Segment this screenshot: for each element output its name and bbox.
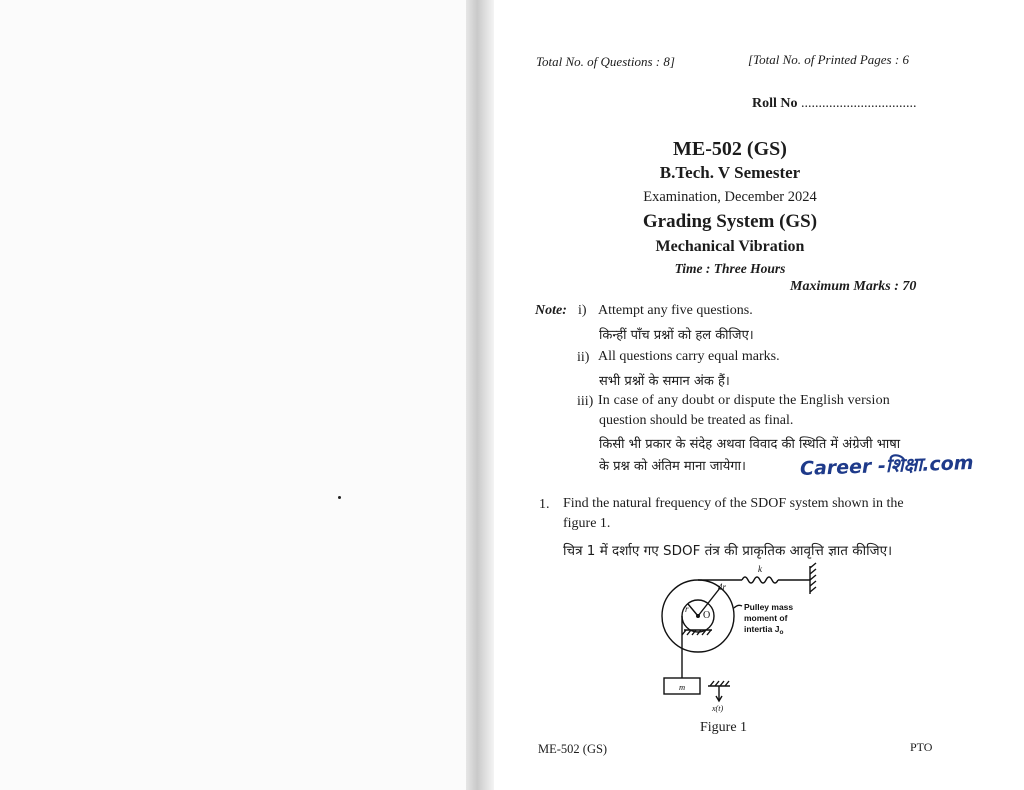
grading-system: Grading System (GS) xyxy=(642,211,818,232)
question-text: figure 1. xyxy=(563,516,611,531)
note-item-hindi: किन्हीं पाँच प्रश्नों को हल कीजिए। xyxy=(599,328,754,343)
question-number: 1. xyxy=(539,497,550,512)
paper-code: ME-502 (GS) xyxy=(673,138,787,160)
roll-dots: ................................. xyxy=(801,96,917,111)
inner-radius-line xyxy=(688,604,698,616)
spring xyxy=(742,577,778,583)
examination: Examination, December 2024 xyxy=(643,189,817,205)
label-pointer xyxy=(734,605,742,608)
roll-number xyxy=(752,96,917,112)
footer-code: ME-502 (GS) xyxy=(538,742,608,756)
pulley-label-line3: intertia $J_o$ xyxy=(744,624,784,636)
subject-title: Mechanical Vibration xyxy=(655,238,805,255)
pulley-label-line1: Pulley mass xyxy=(744,602,794,612)
question-text: Find the natural frequency of the SDOF system shown in the xyxy=(563,496,904,511)
pulley-center-dot xyxy=(696,614,700,618)
note-item-english: All questions carry equal marks. xyxy=(598,349,780,364)
outer-radius-label: 4r xyxy=(718,582,727,592)
mass-label: m xyxy=(679,682,686,692)
figure-caption: Figure 1 xyxy=(700,720,748,735)
figure-1-diagram xyxy=(640,560,840,720)
spring-label: k xyxy=(758,564,762,574)
note-label: Note: xyxy=(535,303,567,318)
note-item-number: i) xyxy=(578,303,587,318)
total-questions: Total No. of Questions : 8] xyxy=(536,54,675,69)
note-item-english: question should be treated as final. xyxy=(599,413,794,428)
total-printed-pages: [Total No. of Printed Pages : 6 xyxy=(748,52,909,67)
note-item-number: ii) xyxy=(577,350,590,365)
maximum-marks: Maximum Marks : 70 xyxy=(790,279,917,294)
roll-label: Roll No xyxy=(752,96,798,111)
note-item-english: Attempt any five questions. xyxy=(598,303,753,318)
pulley-label-line2: moment of xyxy=(744,613,788,623)
note-item-number: iii) xyxy=(577,394,594,409)
note-item-hindi: किसी भी प्रकार के संदेह अथवा विवाद की स्थिति में अंग्रेजी भाषा xyxy=(599,437,901,452)
left-blank-page xyxy=(0,0,470,790)
exam-time: Time : Three Hours xyxy=(674,261,786,276)
displacement-label: x(t) xyxy=(712,704,724,713)
page-speck xyxy=(338,496,341,499)
note-item-hindi: सभी प्रश्नों के समान अंक हैं। xyxy=(599,374,730,389)
book-spine xyxy=(466,0,494,790)
question-text-hindi: चित्र 1 में दर्शाए गए SDOF तंत्र की प्राकृतिक आवृत्ति ज्ञात कीजिए। xyxy=(563,543,893,559)
footer-pto: PTO xyxy=(910,740,933,754)
note-item-english: In case of any doubt or dispute the English version xyxy=(598,393,890,408)
semester: B.Tech. V Semester xyxy=(659,163,801,182)
inner-radius-label: r xyxy=(685,604,689,614)
note-item-hindi: के प्रश्न को अंतिम माना जायेगा। xyxy=(599,459,746,474)
career-shiksha-watermark: Career -शिक्षा.com xyxy=(799,451,974,481)
center-label: O xyxy=(703,610,711,621)
